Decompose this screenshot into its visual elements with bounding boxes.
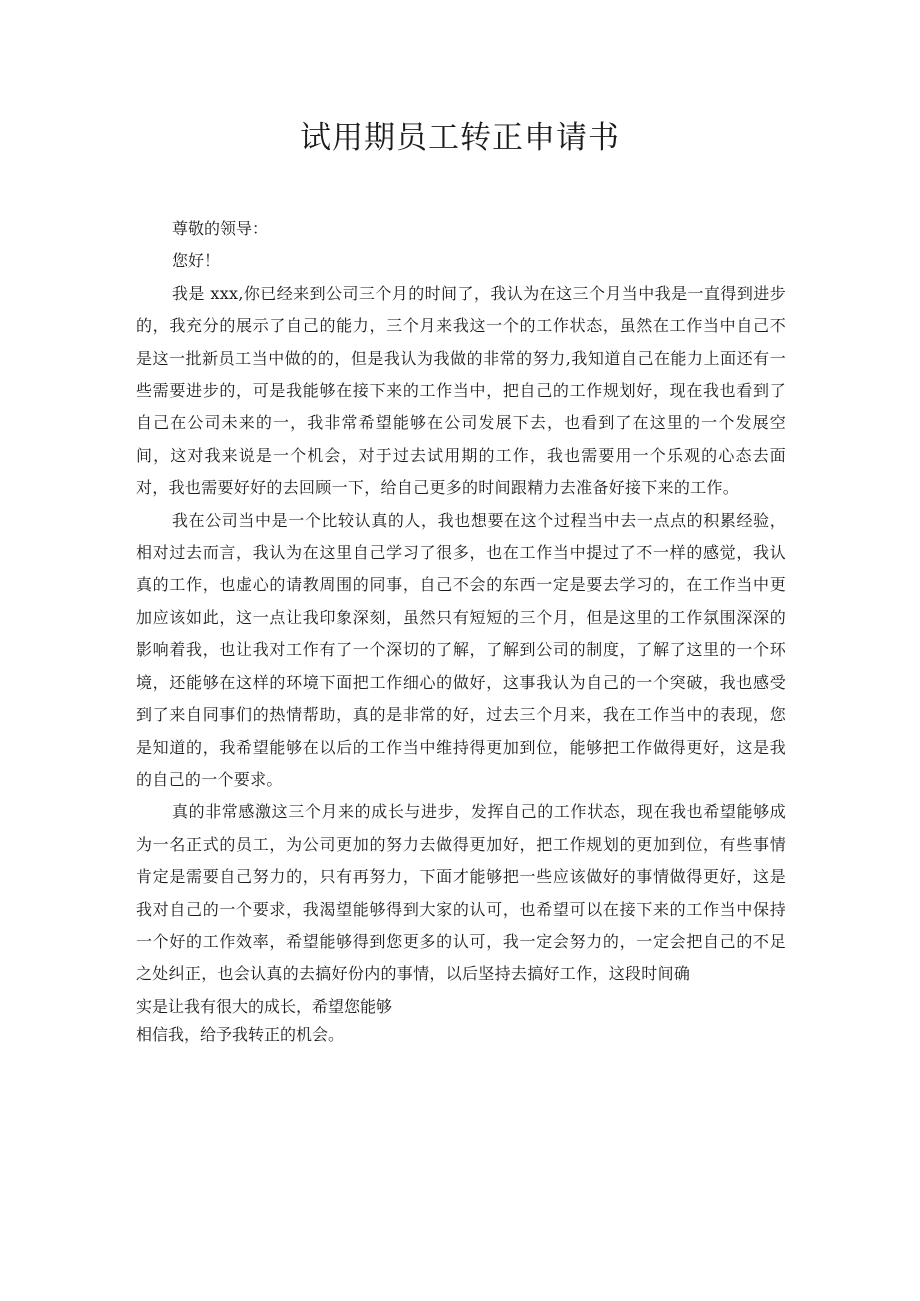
- paragraph: 我在公司当中是一个比较认真的人，我也想要在这个过程当中去一点点的积累经验，相对过去而言，我认为在这里自己学习了很多，也在工作当中提过了不一样的感觉，我认真的工作，也虚心的请教周围的同事，自己不会的东西一定是要去学习的，在工作当中更加应该如此，这一点让我印象深刻，虽然只有短短的三个月，但是这里的工作氛围深深的影响着我，也让我对工作有了一个深切的了解，了解到公司的制度，了解了这里的一个环境，还能够在这样的环境下面把工作细心的做好，这事我认为自己的一个突破，我也感受到了来自同事们的热情帮助，真的是非常的好，过去三个月来，我在工作当中的表现，您是知道的，我希望能够在以后的工作当中维持得更加到位，能够把工作做得更好，这是我的自己的一个要求。: [136, 510, 786, 789]
- paragraph: 我是 xxx,你已经来到公司三个月的时间了，我认为在这三个月当中我是一直得到进步的，我充分的展示了自己的能力，三个月来我这一个的工作状态，虽然在工作当中自己不是这一批新员工当中做的的，但是我认为我做的非常的努力,我知道自己在能力上面还有一些需要进步的，可是我能够在接下来的工作当中，把自己的工作规划好，现在我也看到了自己在公司未来的一，我非常希望能够在公司发展下去，也看到了在这里的一个发展空间，这对我来说是一个机会，对于过去试用期的工作，我也需要用一个乐观的心态去面对，我也需要好好的去回顾一下，给自己更多的时间跟精力去准备好接下来的工作。: [136, 283, 786, 498]
- closing-line: 相信我，给予我转正的机会。: [136, 1025, 345, 1045]
- document-title: 试用期员工转正申请书: [300, 120, 620, 156]
- document-body: [136, 213, 786, 1052]
- paragraph: 真的非常感激这三个月来的成长与进步，发挥自己的工作状态，现在我也希望能够成为一名正式的员工，为公司更加的努力去做得更加好，把工作规划的更加到位，有些事情肯定是需要自己努力的，只有再努力，下面才能够把一些应该做好的事情做得更好，这是我对自己的一个要求，我渴望能够得到大家的认可，也希望可以在接下来的工作当中保持一个好的工作效率，希望能够得到您更多的认可，我一定会努力的，一定会把自己的不足之处纠正，也会认真的去搞好份内的事情，以后坚持去搞好工作，这段时间确: [136, 802, 786, 984]
- salutation: 尊敬的领导：: [172, 219, 269, 238]
- greeting: 您好！: [172, 251, 221, 271]
- closing-line: 实是让我有很大的成长，希望您能够: [136, 996, 393, 1016]
